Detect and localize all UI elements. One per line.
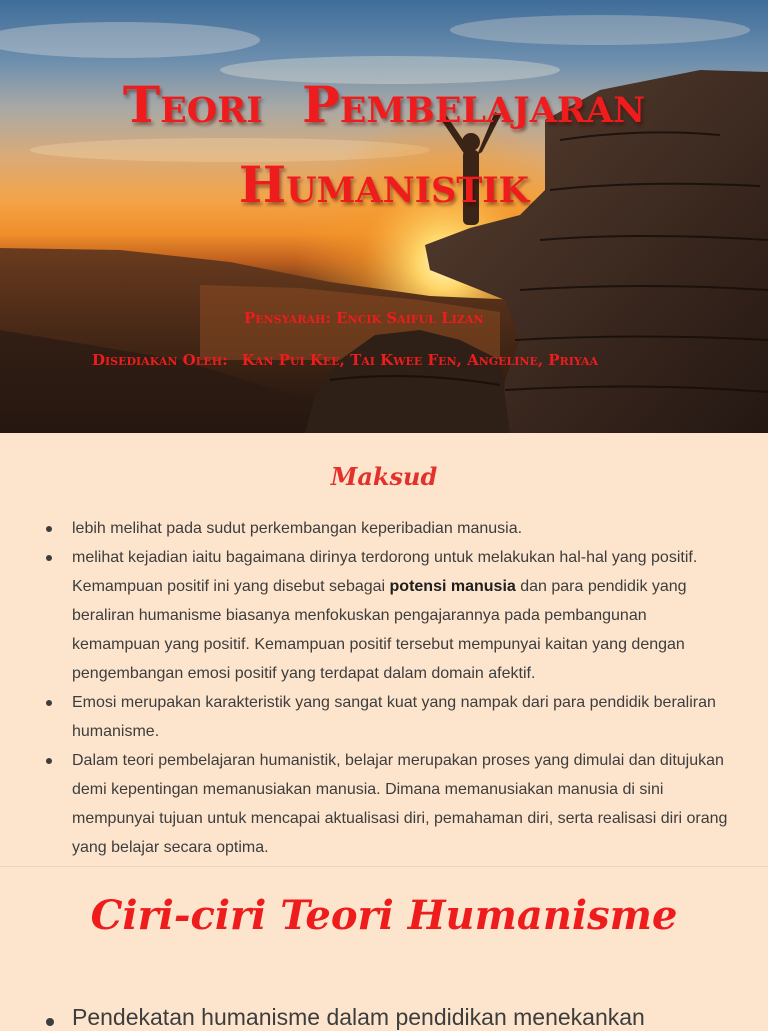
title-line-1: Teori Pembelajaran [122, 75, 646, 134]
lecturer-credit: Pensyarah: Encik Saiful Lizan [244, 309, 484, 327]
list-item-text: dan para pendidik yang beraliran humanisme biasanya menfokuskan pengajarannya pada pembangunan kemampuan yang positif. Kemampuan positif tersebut mempunyai kaitan yang dengan pengembangan emosi positif yang terdapat dalam domain afektif. [72, 578, 687, 682]
ciri-heading: Ciri-ciri Teori Humanisme [90, 892, 678, 939]
ciri-first-bullet: Pendekatan humanisme dalam pendidikan menekankan [44, 1004, 744, 1031]
prepared-by-label: Disediakan Oleh: [92, 351, 228, 369]
list-item: Emosi merupakan karakteristik yang sangat kuat yang nampak dari para pendidik beraliran humanisme. [44, 688, 736, 746]
title-line-2: Humanistik [238, 155, 530, 214]
maksud-heading: Maksud [330, 462, 438, 491]
maksud-bullet-list [44, 514, 736, 862]
bold-term: potensi manusia [389, 578, 516, 595]
prepared-by-credit [92, 351, 598, 369]
hero-banner [0, 0, 768, 433]
section-divider [0, 866, 768, 867]
prepared-by-names: Kan Pui Kee, Tai Kwee Fen, Angeline, Priyaa [241, 351, 599, 369]
list-item: Dalam teori pembelajaran humanistik, belajar merupakan proses yang dimulai dan ditujukan demi kepentingan memanusiakan manusia. Dimana memanusiakan manusia di sini mempunyai tujuan untuk mencapai aktualisasi diri, pemahaman diri, serta realisasi diri orang yang belajar secara optima. [44, 746, 736, 862]
presentation-title [0, 75, 768, 214]
list-item-text: melihat kejadian iaitu bagaimana dirinya terdorong untuk melakukan hal-hal yang positif. Kemampuan positif ini yang disebut sebagai [72, 549, 698, 595]
list-item: lebih melihat pada sudut perkembangan keperibadian manusia. [44, 514, 736, 543]
list-item [44, 543, 736, 688]
